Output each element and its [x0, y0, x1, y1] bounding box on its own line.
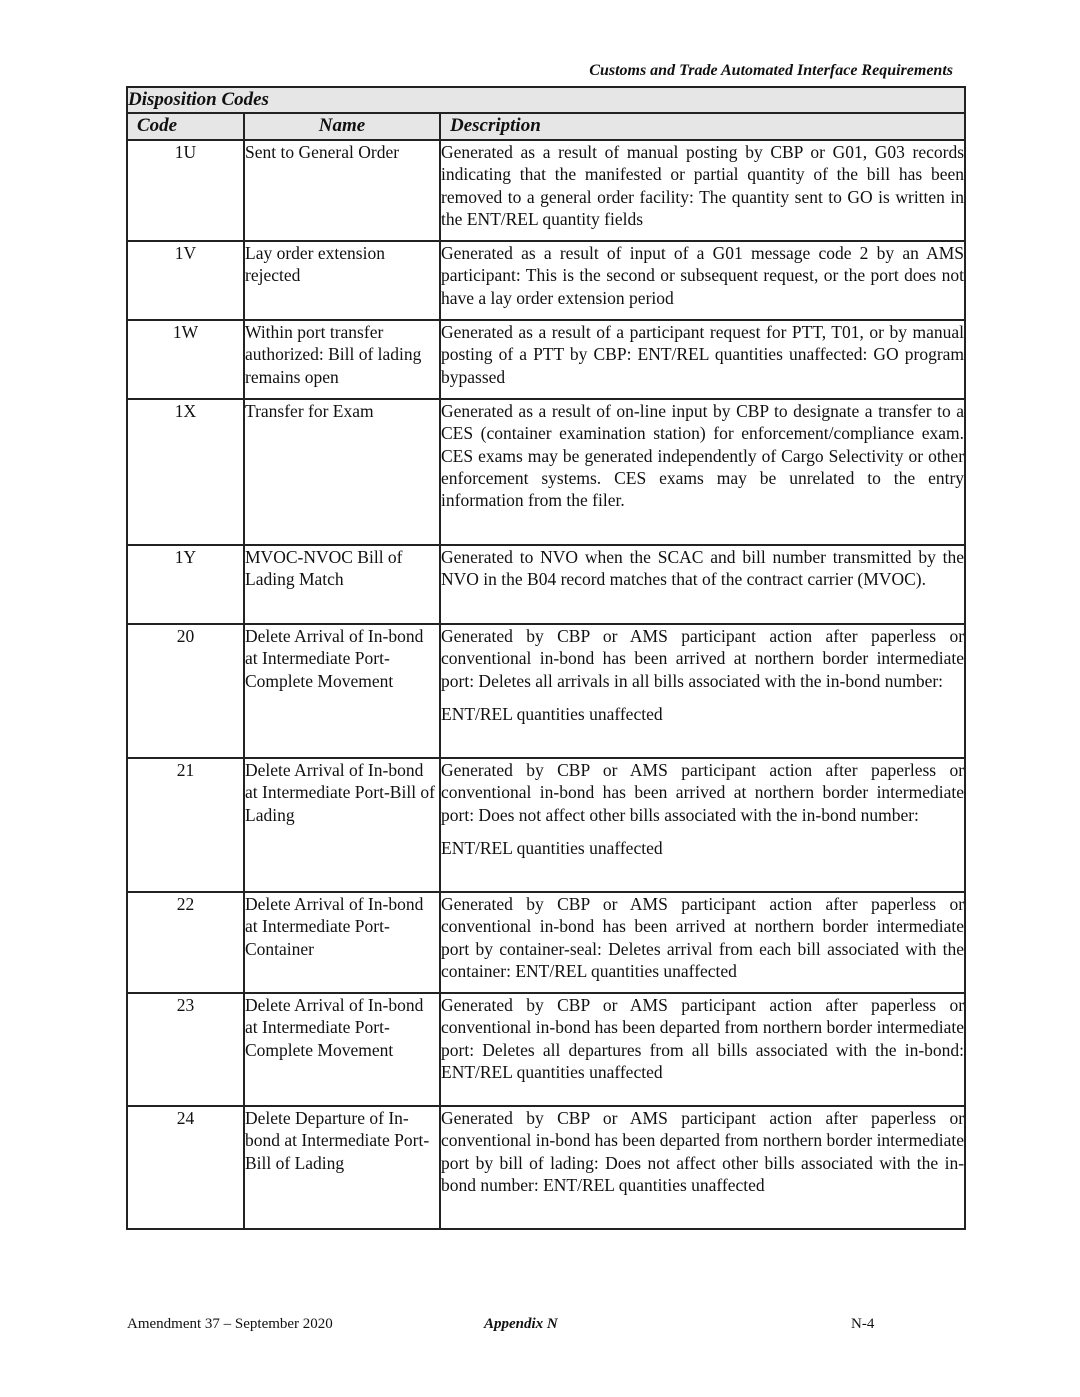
code-cell: 22 [127, 892, 244, 993]
description-note: ENT/REL quantities unaffected [441, 837, 663, 858]
description-cell [440, 892, 965, 993]
table-row [127, 241, 965, 320]
code-cell: 20 [127, 624, 244, 758]
name-cell: Sent to General Order [244, 140, 440, 241]
description-cell [440, 320, 965, 399]
description-text: Generated as a result of manual posting by CBP or G01, G03 records indicating that the manifested or partial quantity of the bill has been removed to a general order facility: The quantity sent to GO is written in the ENT/REL quantity fields [441, 142, 965, 229]
description-cell [440, 241, 965, 320]
table-row [127, 399, 965, 545]
description-text: Generated by CBP or AMS participant action after paperless or conventional in-bond has been arrived at northern border intermediate port: Deletes all arrivals in all bills associated with the in-bond number: [441, 626, 965, 691]
code-cell: 1V [127, 241, 244, 320]
column-header-name: Name [244, 113, 440, 140]
table-row [127, 993, 965, 1106]
code-cell: 1X [127, 399, 244, 545]
table-row [127, 140, 965, 241]
description-text: Generated as a result of a participant request for PTT, T01, or by manual posting of a PTT by CBP: ENT/REL quantities unaffected: GO program bypassed [441, 322, 965, 387]
name-cell: Within port transfer authorized: Bill of lading remains open [244, 320, 440, 399]
name-cell: Transfer for Exam [244, 399, 440, 545]
code-cell: 1U [127, 140, 244, 241]
table-header-row [127, 113, 965, 140]
name-cell: MVOC-NVOC Bill of Lading Match [244, 545, 440, 624]
name-cell: Lay order extension rejected [244, 241, 440, 320]
description-text: Generated by CBP or AMS participant action after paperless or conventional in-bond has been arrived at northern border intermediate port by container-seal: Deletes arrival from each bill associated with the container: ENT/REL quantities unaffected [441, 894, 965, 981]
description-text: Generated by CBP or AMS participant action after paperless or conventional in-bond has been arrived at northern border intermediate port: Does not affect other bills associated with the in-bond number: [441, 760, 965, 825]
description-cell [440, 758, 965, 892]
code-cell: 1Y [127, 545, 244, 624]
description-cell [440, 545, 965, 624]
description-cell [440, 993, 965, 1106]
description-text: Generated by CBP or AMS participant action after paperless or conventional in-bond has been departed from northern border intermediate port by bill of lading: Does not affect other bills associated with the in-bond number: ENT/REL quantities unaffected [441, 1108, 965, 1195]
description-cell [440, 399, 965, 545]
running-header: Customs and Trade Automated Interface Requirements [589, 62, 953, 79]
name-cell: Delete Arrival of In-bond at Intermediate Port-Container [244, 892, 440, 993]
description-text: Generated as a result of on-line input by CBP to designate a transfer to a CES (container examination station) for enforcement/compliance exam. CES exams may be generated independently of Cargo Selectivity or other enforcement systems. CES exams may be unrelated to the entry information from the filer. [441, 401, 965, 511]
description-cell [440, 1106, 965, 1229]
code-cell: 1W [127, 320, 244, 399]
footer-amendment: Amendment 37 – September 2020 [127, 1316, 333, 1332]
name-cell: Delete Arrival of In-bond at Intermediate Port-Complete Movement [244, 993, 440, 1106]
code-cell: 21 [127, 758, 244, 892]
description-text: Generated by CBP or AMS participant action after paperless or conventional in-bond has been departed from northern border intermediate port: Deletes all departures from all bills associated with the in-bond: ENT/REL quantities unaffected [441, 995, 965, 1082]
name-cell: Delete Arrival of In-bond at Intermediate Port-Bill of Lading [244, 758, 440, 892]
footer-appendix: Appendix N [484, 1316, 558, 1332]
table-row [127, 892, 965, 993]
code-cell: 24 [127, 1106, 244, 1229]
name-cell: Delete Departure of In-bond at Intermediate Port-Bill of Lading [244, 1106, 440, 1229]
table-title-row [127, 87, 965, 113]
table-title: Disposition Codes [127, 87, 965, 113]
table-row [127, 1106, 965, 1229]
footer-page-number: N-4 [851, 1316, 875, 1332]
column-header-description: Description [440, 113, 965, 140]
description-note: ENT/REL quantities unaffected [441, 703, 663, 724]
name-cell: Delete Arrival of In-bond at Intermediate Port-Complete Movement [244, 624, 440, 758]
description-text: Generated to NVO when the SCAC and bill number transmitted by the NVO in the B04 record matches that of the contract carrier (MVOC). [441, 547, 965, 590]
column-header-code: Code [127, 113, 244, 140]
table-row [127, 545, 965, 624]
table-row [127, 320, 965, 399]
description-text: Generated as a result of input of a G01 message code 2 by an AMS participant: This is the second or subsequent request, or the port does not have a lay order extension period [441, 243, 965, 308]
description-cell [440, 140, 965, 241]
disposition-codes-table [126, 86, 966, 1230]
description-cell [440, 624, 965, 758]
code-cell: 23 [127, 993, 244, 1106]
table-row [127, 758, 965, 892]
table-row [127, 624, 965, 758]
